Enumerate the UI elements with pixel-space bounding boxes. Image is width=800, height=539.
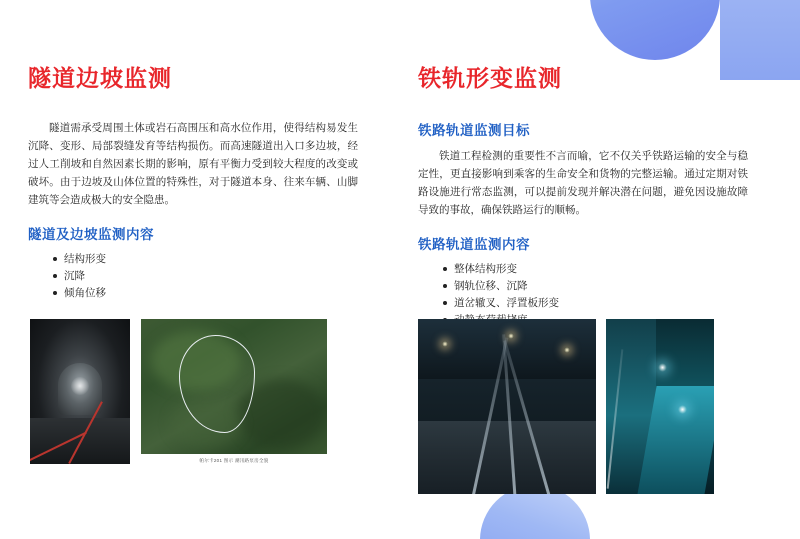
track-ballast <box>418 421 596 495</box>
night-railway-photo <box>418 319 596 494</box>
left-column <box>28 60 358 302</box>
left-body-paragraph: 隧道需承受周围土体或岩石高围压和高水位作用，使得结构易发生沉降、变形、局部裂缝发育等结构损伤。而高速隧道出入口多边坡，经过人工削坡和自然因素长期的影响，原有平衡力受到较大程度的改变或破坏。由于边坡及山体位置的特殊性，对于隧道本身、往来车辆、山脚建筑等会造成极大的安全隐患。 <box>28 122 358 207</box>
list-item: 倾角位移 <box>64 285 358 302</box>
tunnel-lamp-light <box>678 405 687 414</box>
teal-tunnel-walkway-photo <box>606 319 714 494</box>
aerial-slope-photo <box>141 319 327 454</box>
right-body-paragraph: 铁道工程检测的重要性不言而喻，它不仅关乎铁路运输的安全与稳定性，更直接影响到乘客的生命安全和货物的完整运输。通过定期对铁路设施进行常态监测，可以提前发现并解决潜在问题，避免因设施故障导致的事故，确保铁路运行的顺畅。 <box>418 150 748 217</box>
right-subtitle-content: 铁路轨道监测内容 <box>418 237 530 253</box>
street-lamp-light <box>508 333 514 339</box>
list-item: 结构形变 <box>64 251 358 268</box>
tunnel-lamp-light <box>658 363 667 372</box>
list-item: 道岔辙叉、浮置板形变 <box>454 295 748 312</box>
street-lamp-light <box>564 347 570 353</box>
list-item: 整体结构形变 <box>454 261 748 278</box>
left-subtitle: 隧道及边坡监测内容 <box>28 227 154 243</box>
right-section-title: 铁轨形变监测 <box>418 65 562 91</box>
list-item: 钢轨位移、沉降 <box>454 278 748 295</box>
street-lamp-light <box>442 341 448 347</box>
tunnel-interior-photo <box>30 319 130 464</box>
left-bullet-list <box>28 251 358 302</box>
right-subtitle-goal: 铁路轨道监测目标 <box>418 123 530 138</box>
right-column <box>418 60 748 329</box>
aerial-slope-caption: 帕尔卡201 图示 潮汛路泵房全貌 <box>199 458 269 463</box>
tunnel-light-glow <box>71 377 89 395</box>
left-section-title: 隧道边坡监测 <box>28 65 172 91</box>
list-item: 沉降 <box>64 268 358 285</box>
